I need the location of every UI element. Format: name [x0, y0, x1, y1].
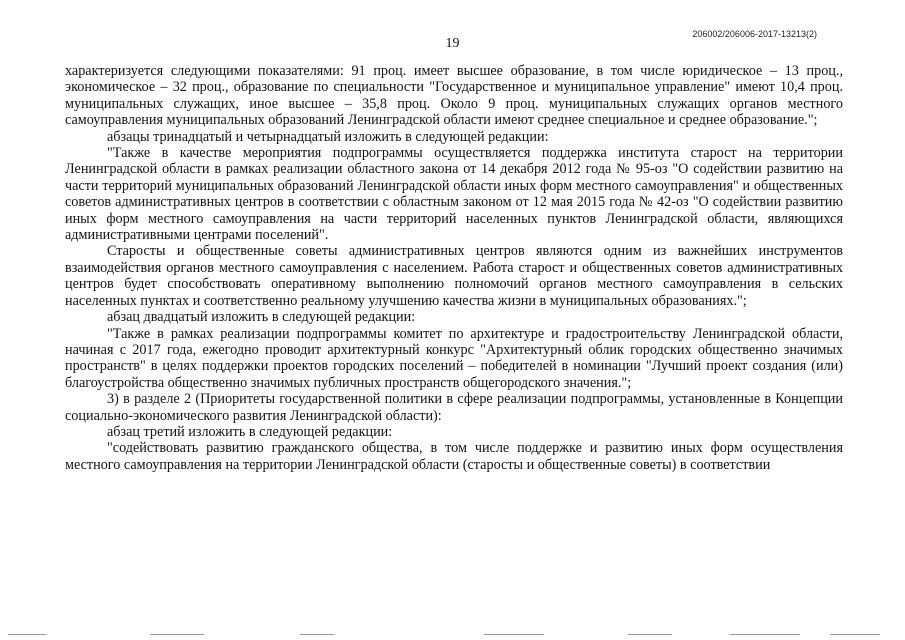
scan-mark: [8, 634, 46, 635]
scan-mark: [300, 634, 334, 635]
scan-mark: [484, 634, 544, 635]
document-body: [65, 63, 843, 473]
scan-mark: [150, 634, 204, 635]
scan-mark: [628, 634, 672, 635]
paragraph-amendment-instruction: абзацы тринадцатый и четырнадцатый изложить в следующей редакции:: [107, 128, 549, 145]
document-registration-code: 206002/206006-2017-13213(2): [692, 29, 817, 39]
paragraph-quoted-text: "Также в качестве мероприятия подпрограммы осуществляется поддержка института старост на территории Ленинградской области в рамках реализации областного закона от 14 декабря 2012 года № 95-оз "О содействии развитию на части территорий муниципальных образований Ленинградской области иных форм местного самоуправления" и общественных советов административных центров в соответствии с областным законом от 12 мая 2015 года № 42-оз "О содействии развитию иных форм местного самоуправления на части территорий населенных пунктов Ленинградской области, являющихся административными центрами поселений".: [65, 145, 843, 244]
paragraph-quoted-text: Старосты и общественные советы административных центров являются одним из важнейших инструментов взаимодействия органов местного самоуправления с населением. Работа старост и общественных советов административных центров будет способствовать оперативному выполнению полномочий органов местного самоуправления в сельских населенных пунктах и соответственно реальному улучшению качества жизни в муниципальных образованиях.";: [65, 243, 843, 309]
scan-mark: [730, 634, 800, 635]
paragraph-quoted-text: "содействовать развитию гражданского общества, в том числе поддержке и развитию иных форм осуществления местного самоуправления на территории Ленинградской области (старосты и общественные советы) в соответствии: [65, 440, 843, 473]
paragraph-amendment-instruction: абзац двадцатый изложить в следующей редакции:: [107, 309, 416, 326]
paragraph-numbered-item: 3) в разделе 2 (Приоритеты государственной политики в сфере реализации подпрограммы, установленные в Концепции социально-экономического развития Ленинградской области):: [65, 391, 843, 424]
page-number: 19: [445, 36, 460, 51]
paragraph-amendment-instruction: абзац третий изложить в следующей редакции:: [107, 423, 393, 440]
scan-mark: [830, 634, 880, 635]
scan-edge-marks: [0, 630, 905, 640]
paragraph-continuation: характеризуется следующими показателями: 91 проц. имеет высшее образование, в том числе юридическое – 13 проц., экономическое – 32 проц., образование по специальности "Государственное и муниципальное управление" имеют 10,4 проц. муниципальных служащих, иное высшее – 35,8 проц. Около 9 проц. муниципальных служащих органов местного самоуправления муниципальных образований Ленинградской области имеют среднее специальное и среднее образование.";: [65, 63, 843, 129]
paragraph-quoted-text: "Также в рамках реализации подпрограммы комитет по архитектуре и градостроительству Ленинградской области, начиная с 2017 года, ежегодно проводит архитектурный конкурс "Архитектурный облик городских общественно значимых пространств" в целях поддержки проектов городских поселений – победителей в номинации "Лучший проект создания (или) благоустройства общественно значимых публичных пространств общегородского значения.";: [65, 325, 843, 391]
